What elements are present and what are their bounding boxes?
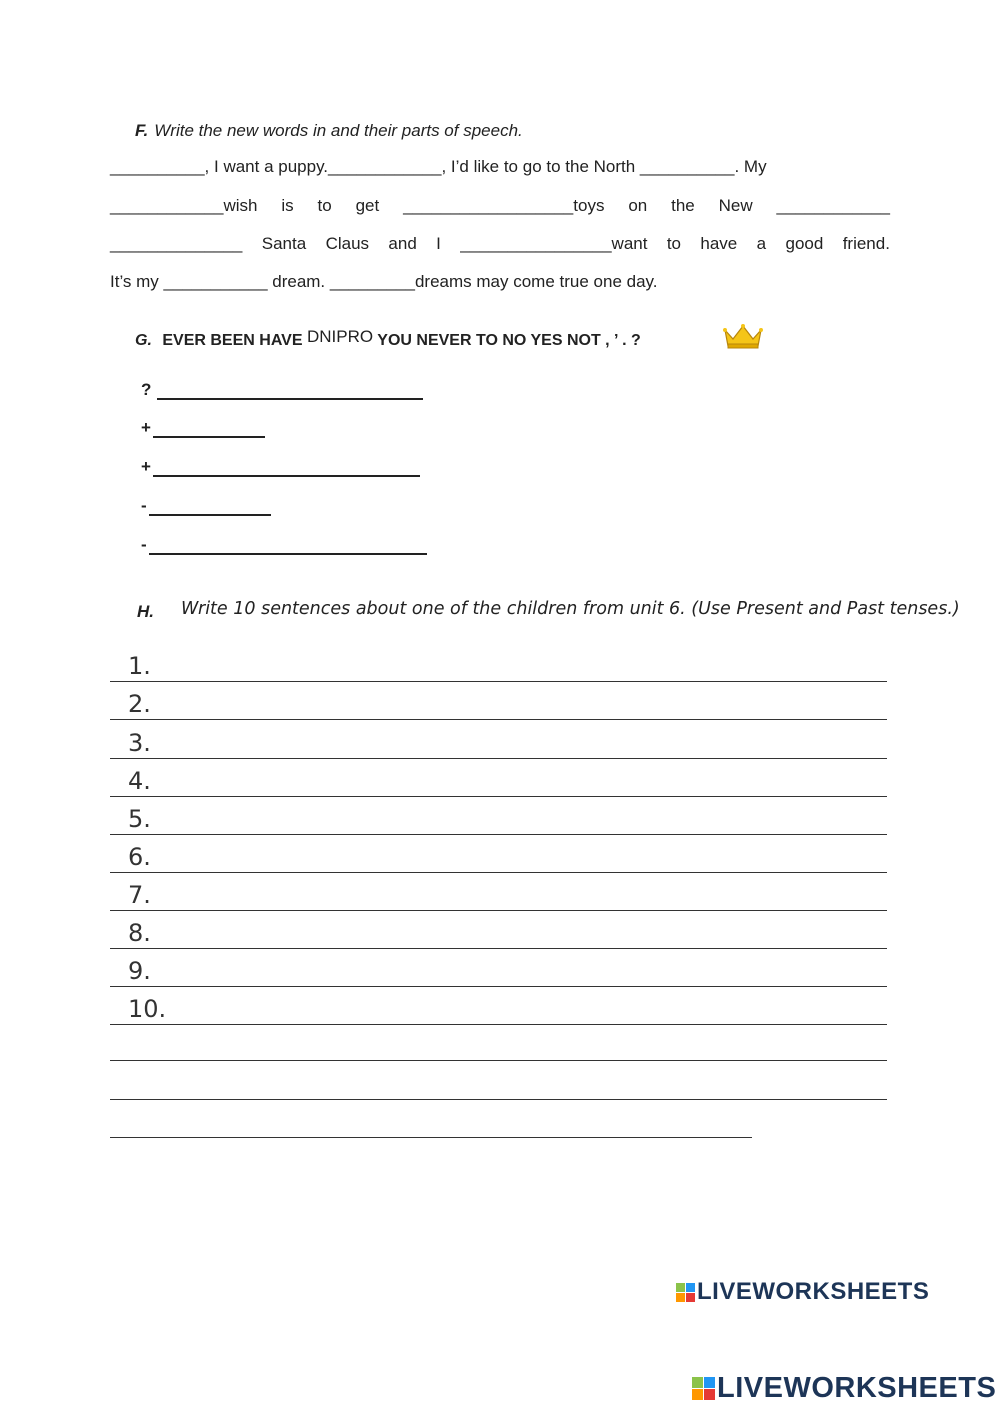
section-f-line-4[interactable]: It’s my ___________ dream. _________dreams may come true one day. — [110, 272, 658, 291]
section-g-row-sign: - — [141, 496, 147, 515]
sentence-number: 3. — [128, 729, 151, 757]
section-g-words-after: YOU NEVER TO NO YES NOT , ’ . ? — [377, 332, 641, 349]
section-g-row-4[interactable] — [141, 494, 271, 516]
liveworksheets-logo-text: LIVEWORKSHEETS — [697, 1278, 930, 1305]
liveworksheets-logo-footer[interactable] — [692, 1372, 996, 1405]
fill-word: is — [281, 196, 294, 215]
writing-line[interactable] — [110, 872, 887, 873]
section-g-row-2[interactable] — [141, 416, 265, 438]
section-g-row-1[interactable] — [141, 378, 423, 400]
section-f-label: F. — [135, 121, 149, 140]
sentence-number: 7. — [128, 881, 151, 909]
writing-line[interactable] — [110, 834, 887, 835]
writing-line[interactable] — [110, 758, 887, 759]
section-f-heading — [135, 121, 523, 141]
fill-word: I — [436, 234, 441, 253]
writing-line[interactable] — [110, 910, 887, 911]
section-f-line-3[interactable] — [110, 234, 890, 254]
writing-line[interactable] — [110, 1024, 887, 1025]
fill-word: __________________toys — [403, 196, 605, 215]
sentence-number: 5. — [128, 805, 151, 833]
fill-word: Claus — [325, 234, 370, 253]
sentence-number: 1. — [128, 652, 151, 680]
section-f-instruction: Write the new words in and their parts of speech. — [154, 121, 523, 140]
liveworksheets-logo-inner — [676, 1278, 929, 1306]
fill-word: good — [785, 234, 824, 253]
fill-word: to — [666, 234, 682, 253]
fill-word: ________________want — [460, 234, 648, 253]
sentence-number: 9. — [128, 957, 151, 985]
fill-word: friend. — [842, 234, 890, 253]
fill-word: on — [628, 196, 648, 215]
fill-word: and — [388, 234, 417, 253]
section-g-row-sign: ? — [141, 380, 152, 399]
writing-line-extra[interactable] — [110, 1137, 752, 1138]
sentence-number: 8. — [128, 919, 151, 947]
sentence-number: 6. — [128, 843, 151, 871]
fill-word: to — [317, 196, 332, 215]
sentence-number: 2. — [128, 690, 151, 718]
section-g-row-3[interactable] — [141, 455, 420, 477]
section-g-heading — [135, 327, 641, 350]
section-g-row-sign: + — [141, 457, 151, 476]
writing-line[interactable] — [110, 796, 887, 797]
section-g-row-sign: + — [141, 418, 151, 437]
fill-word: get — [355, 196, 380, 215]
fill-word: ______________ — [110, 234, 243, 253]
liveworksheets-mark-icon — [676, 1283, 695, 1302]
writing-line-extra[interactable] — [110, 1099, 887, 1100]
fill-word: the — [671, 196, 695, 215]
fill-word: Santa — [261, 234, 307, 253]
crown-icon — [722, 322, 764, 350]
writing-line[interactable] — [110, 719, 887, 720]
section-h-label: H. — [137, 602, 154, 621]
writing-line[interactable] — [110, 948, 887, 949]
writing-line-extra[interactable] — [110, 1060, 887, 1061]
sentence-number: 4. — [128, 767, 151, 795]
section-g-label: G. — [135, 332, 152, 349]
fill-word: have — [700, 234, 738, 253]
sentence-number: 10. — [128, 995, 167, 1023]
section-g-word-dnipro: DNIPRO — [306, 327, 374, 346]
fill-word: ____________ — [776, 196, 890, 215]
fill-word: a — [756, 234, 767, 253]
section-h-instruction: Write 10 sentences about one of the children from unit 6. (Use Present and Past tenses.) — [181, 599, 960, 619]
section-f-line-1[interactable]: __________, I want a puppy.____________, I’d like to go to the North __________. My — [110, 157, 767, 176]
section-g-row-5[interactable] — [141, 533, 427, 555]
section-f-line-2[interactable] — [110, 196, 890, 216]
section-g-row-sign: - — [141, 535, 147, 554]
fill-word: ____________wish — [110, 196, 258, 215]
section-g-words-before: EVER BEEN HAVE — [162, 332, 303, 349]
writing-line[interactable] — [110, 986, 887, 987]
liveworksheets-logo-text: LIVEWORKSHEETS — [717, 1372, 997, 1404]
writing-line[interactable] — [110, 681, 887, 682]
fill-word: New — [718, 196, 753, 215]
liveworksheets-mark-icon — [692, 1377, 715, 1400]
